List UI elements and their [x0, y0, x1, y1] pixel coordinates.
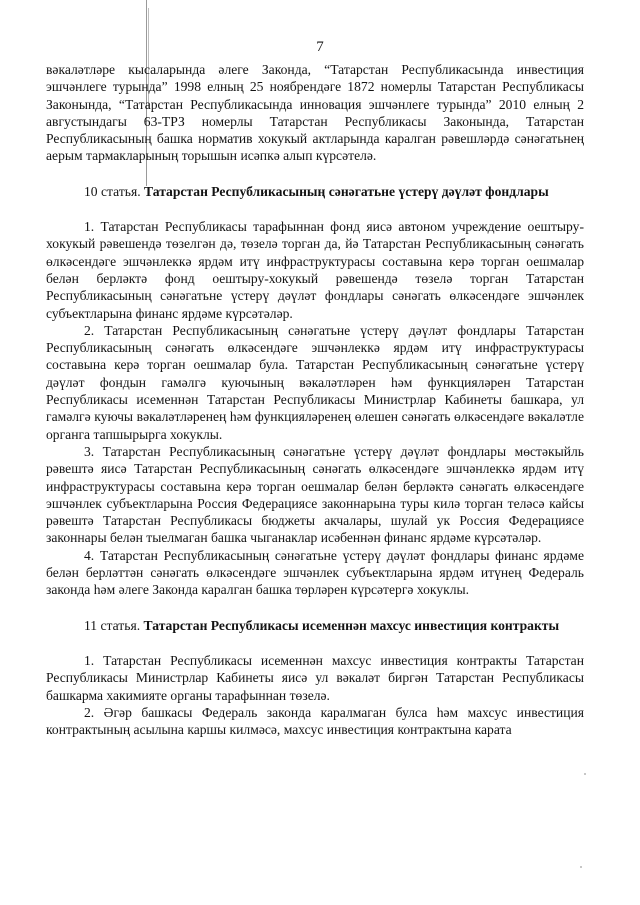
document-body [46, 61, 584, 738]
article-11-title: Татарстан Республикасы исеменнән махсус инвестиция контракты [143, 617, 560, 633]
intro-paragraph: вәкаләтләре кысаларында әлеге Законда, “Татарстан Республикасында инвестиция эшчәнлеге турында” 1998 елның 25 ноябрендәге 1872 номерлы Татарстан Республикасы Законында, “Татарстан Республикасында инновация эшчәнлеге турында” 2010 елның 2 августындагы 63-ТРЗ номерлы Татарстан Республикасы Законында, Татарстан Республикасының башка норматив хокукый актларында каралган рәвешләрдә сәнәгатьнең аерым тармакларының торышын исәпкә алып күрсәтелә. [46, 62, 584, 164]
article-11-paragraph-2: 2. Әгәр башкасы Федераль законда каралмаган булса һәм махсус инвестиция контрактының асылына каршы килмәсә, махсус инвестиция контрактына карата [46, 704, 584, 738]
article-10-paragraph-1: 1. Татарстан Республикасы тарафыннан фонд яисә автоном учреждение оештыру-хокукый рәвешендә төзелгән дә, төзелә торган да, йә Татарстан Республикасының сәнәгать өлкәсендәге эшчәнлеккә ярдәм итү инфраструктурасы составына керә торган оешмалар белән берләктә фонд оештыру-хокукый рәвешендә төзелә торган Татарстан Республикасының сәнәгатьне үстерү дәүләт фондлары сәнәгать өлкәсендәге эшчәнлек субъектларына финанс ярдәме күрсәтәләр. [46, 219, 584, 321]
page-number: 7 [316, 39, 324, 55]
spacer [46, 200, 584, 218]
article-10-paragraph-2: 2. Татарстан Республикасының сәнәгатьне үстерү дәүләт фондлары Татарстан Республикасының сәнәгать өлкәсендәге эшчәнлеккә ярдәм итү инфраструктурасы составына керә торган оешмалар була. Татарстан Республикасының сәнәгатьне үстерү дәүләт фондын гамәлгә куючының вәкаләтләрен һәм функцияләрен Татарстан Республикасы исеменнән Татарстан Республикасы Министрлар Кабинеты башкара, ул гамәлгә куючы вәкаләтләренең һәм функцияләренең өлешен сәнәгать өлкәсендәге вәкаләтле органга тапшырырга хокуклы. [46, 322, 584, 442]
article-10-heading [46, 183, 584, 200]
article-11-number: 11 статья. [84, 617, 141, 633]
article-11-paragraph-1: 1. Татарстан Республикасы исеменнән махсус инвестиция контракты Татарстан Республикасы Министрлар Кабинеты яисә ул вәкаләт биргән Татарстан Республикасы башкарма хакимияте органы тарафыннан төзелә. [46, 652, 584, 703]
article-11-heading [46, 617, 584, 634]
spacer [46, 599, 584, 617]
article-10-paragraph-4: 4. Татарстан Республикасының сәнәгатьне үстерү дәүләт фондлары финанс ярдәме белән берләттән сәнәгать өлкәсендәге эшчәнлек субъектларына ярдәм итүнең Федераль законда һәм әлеге Законда каралган башка төрләрен күрсәтергә хокуклы. [46, 547, 584, 598]
scan-speck [580, 866, 582, 868]
article-10-title: Татарстан Республикасының сәнәгатьне үстерү дәүләт фондлары [144, 183, 549, 199]
article-10-paragraph-3: 3. Татарстан Республикасының сәнәгатьне үстерү дәүләт фондлары мөстәкыйль рәвештә яисә Татарстан Республикасының сәнәгать өлкәсендәге эшчәнлеккә ярдәм итү инфраструктурасы составына керә торган оешмалар белән берләктә сәнәгать өлкәсендәге эшчәнлек субъектларына Россия Федерациясе законнарына туры килә торган теләсә кайсы рәвештә Татарстан Республикасы бюджеты акчалары, шулай ук Россия Федерациясе законнары белән тыелмаган башка чыганаклар исәбеннән финанс ярдәме күрсәтәләр. [46, 443, 584, 546]
article-10-number: 10 статья. [84, 183, 141, 199]
spacer [46, 634, 584, 652]
scan-speck [584, 773, 586, 775]
spacer [46, 165, 584, 183]
